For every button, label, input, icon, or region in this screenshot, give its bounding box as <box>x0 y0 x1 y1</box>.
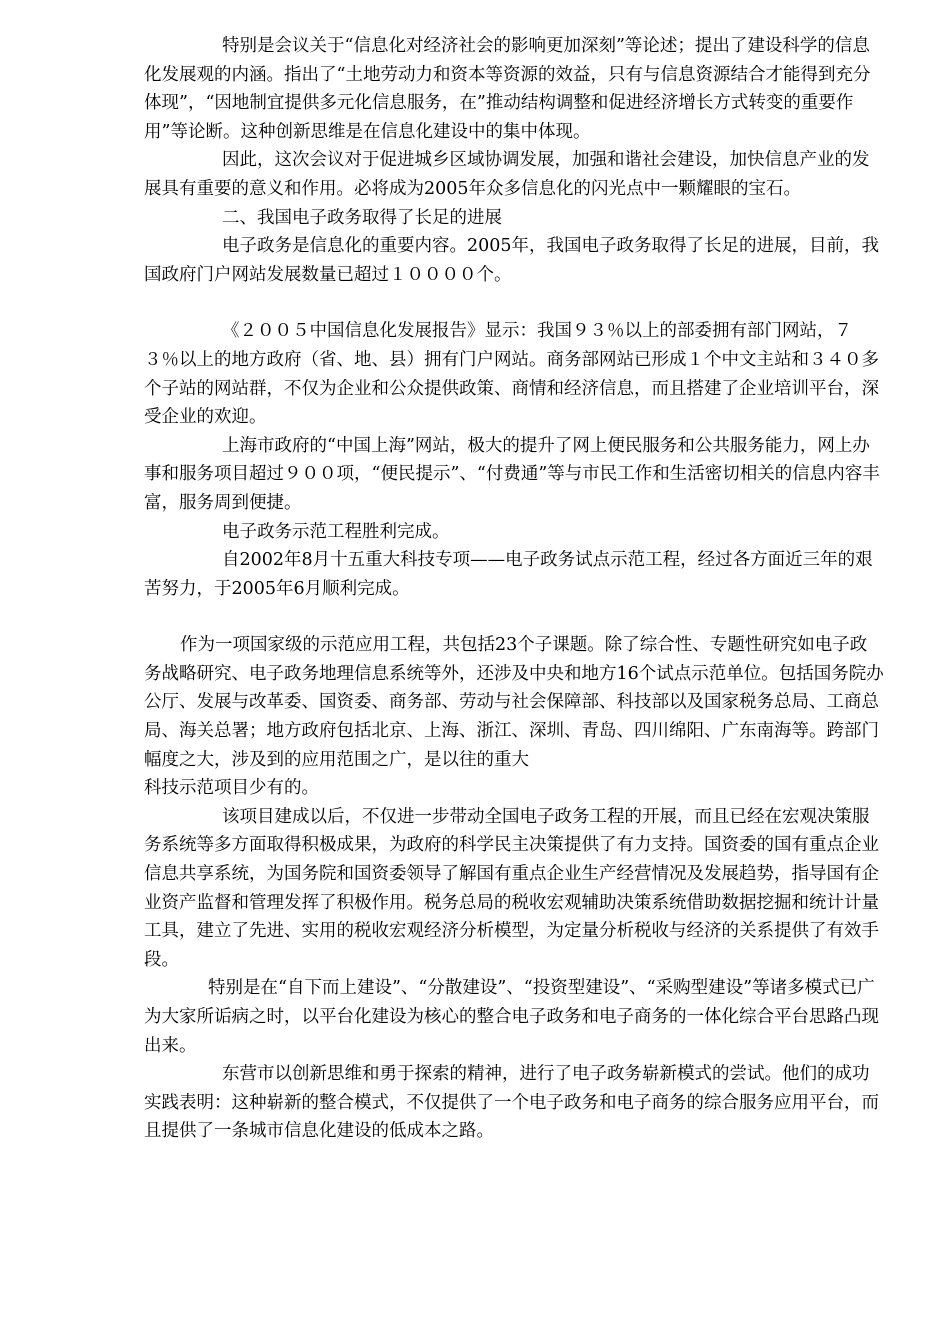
document-page <box>144 32 884 1146</box>
paragraph-meeting-discussion: 特别是会议关于“信息化对经济社会的影响更加深刻”等论述；提出了建设科学的信息化发展观的内涵。指出了“土地劳动力和资本等资源的效益，只有与信息资源结合才能得到充分体现”，“因地制宜提供多元化信息服务，在”推动结构调整和促进经济增长方式转变的重要作用”等论断。这种创新思维是在信息化建设中的集中体现。 <box>144 36 871 142</box>
paragraph-gap <box>144 603 884 631</box>
section-heading-egov-progress: 二、我国电子政务取得了长足的进展 <box>222 207 502 228</box>
paragraph-national-demo-project: 作为一项国家级的示范应用工程，共包括23个子课题。除了综合性、专题性研究如电子政务战略研究、电子政务地理信息系统等外，还涉及中央和地方16个试点示范单位。包括国务院办公厅、发展与改革委、国资委、商务部、劳动与社会保障部、科技部以及国家税务总局、工商总局、海关总署；地方政府包括北京、上海、浙江、深圳、青岛、四川绵阳、广东南海等。跨部门幅度之大，涉及到的应用范围之广，是以往的重大 <box>144 635 884 770</box>
paragraph-dongying-practice: 东营市以创新思维和勇于探索的精神，进行了电子政务崭新模式的尝试。他们的成功实践表明：这种崭新的整合模式，不仅提供了一个电子政务和电子商务的综合服务应用平台，而且提供了一条城市信息化建设的低成本之路。 <box>144 1064 879 1142</box>
paragraph-demo-project-complete: 电子政务示范工程胜利完成。 <box>222 521 450 542</box>
paragraph-2005-report: 《２００５中国信息化发展报告》显示：我国９３％以上的部委拥有部门网站，７３％以上的地方政府（省、地、县）拥有门户网站。商务部网站已形成１个中文主站和３４０多个子站的网站群，不仅为企业和公众提供政策、商情和经济信息，而且搭建了企业培训平台，深受企业的欢迎。 <box>144 321 879 428</box>
paragraph-demo-project-timeline: 自2002年8月十五重大科技专项——电子政务试点示范工程，经过各方面近三年的艰苦努力，于2005年6月顺利完成。 <box>144 550 873 599</box>
paragraph-platform-approach: 特别是在“自下而上建设”、“分散建设”、“投资型建设”、“采购型建设”等诸多模式已广为大家所诟病之时，以平台化建设为核心的整合电子政务和电子商务的一体化综合平台思路凸现出来。 <box>144 978 879 1056</box>
paragraph-gap <box>144 289 884 317</box>
paragraph-shanghai-portal: 上海市政府的“中国上海”网站，极大的提升了网上便民服务和公共服务能力，网上办事和服务项目超过９００项，“便民提示”、“付费通”等与市民工作和生活密切相关的信息内容丰富，服务周到便捷。 <box>144 435 880 513</box>
paragraph-meeting-significance: 因此，这次会议对于促进城乡区域协调发展，加强和谐社会建设，加快信息产业的发展具有重要的意义和作用。必将成为2005年众多信息化的闪光点中一颗耀眼的宝石。 <box>144 150 870 199</box>
paragraph-project-results: 该项目建成以后，不仅进一步带动全国电子政务工程的开展，而且已经在宏观决策服务系统等多方面取得积极成果，为政府的科学民主决策提供了有力支持。国资委的国有重点企业信息共享系统，为国务院和国资委领导了解国有重点企业生产经营情况及发展趋势，指导国有企业资产监督和管理发挥了积极作用。税务总局的税收宏观辅助决策系统借助数据挖掘和统计计量工具，建立了先进、实用的税收宏观经济分析模型，为定量分析税收与经济的关系提供了有效手段。 <box>144 806 879 970</box>
paragraph-demo-project-rare: 科技示范项目少有的。 <box>144 778 319 799</box>
paragraph-egov-intro: 电子政务是信息化的重要内容。2005年，我国电子政务取得了长足的进展，目前，我国政府门户网站发展数量已超过１００００个。 <box>144 236 880 285</box>
